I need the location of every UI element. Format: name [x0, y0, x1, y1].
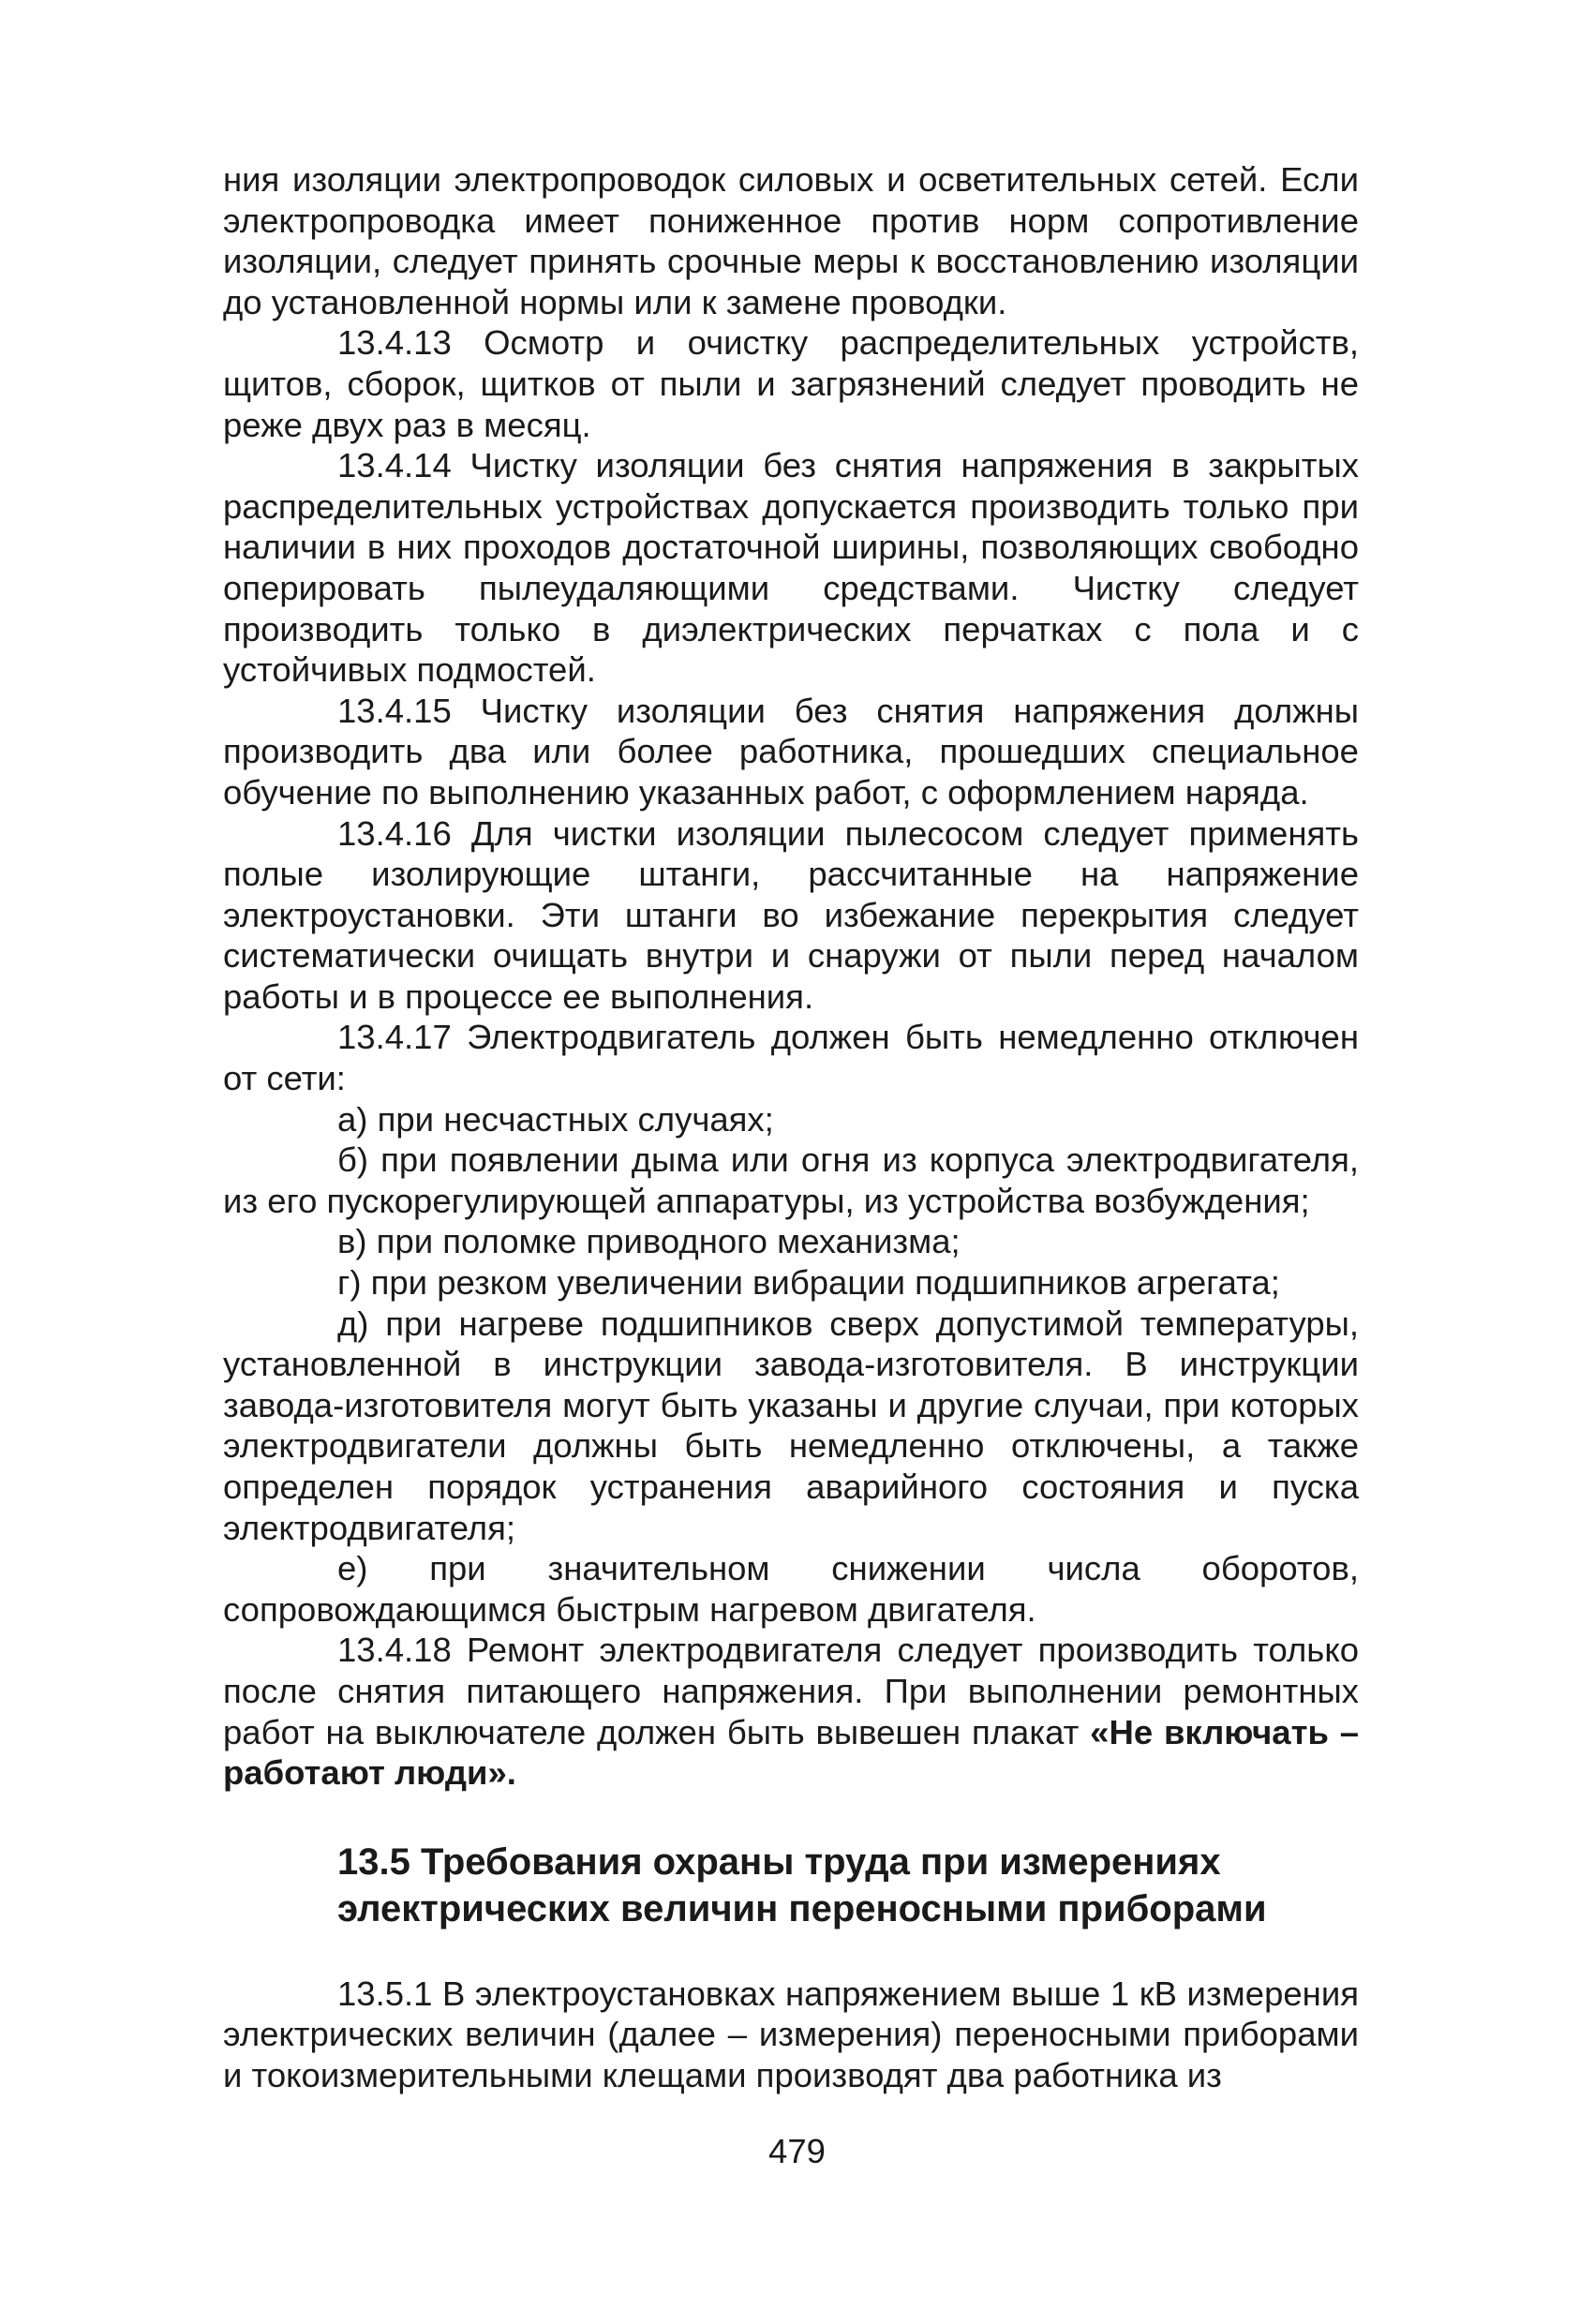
paragraph-13-4-13: 13.4.13 Осмотр и очистку распределительных устройств, щитов, сборок, щитков от пыли и загрязнений следует проводить не реже двух раз в месяц. [223, 323, 1359, 444]
list-item-e: е) при значительном снижении числа оборотов, сопровождающимся быстрым нагревом двигателя. [223, 1549, 1359, 1629]
list-item-b: б) при появлении дыма или огня из корпуса электродвигателя, из его пускорегулирующей аппаратуры, из устройства возбуждения; [223, 1140, 1359, 1220]
paragraph-13-4-14: 13.4.14 Чистку изоляции без снятия напряжения в закрытых распределительных устройствах допускается производить только при наличии в них проходов достаточной ширины, позволяющих свободно оперировать пылеудаляющими средствами. Чистку следует производить только в диэлектрических перчатках с пола и с устойчивых подмостей. [223, 446, 1359, 690]
paragraph-13-4-18-text: 13.4.18 Ремонт электродвигателя следует производить только после снятия питающего напряжения. При выполнении ремонтных работ на выключателе должен быть вывешен плакат [223, 1631, 1359, 1751]
list-item-d: д) при нагреве подшипников сверх допустимой температуры, установленной в инструкции завода-изготовителя. В инструкции завода-изготовителя могут быть указаны и другие случаи, при которых электродвигатели должны быть немедленно отключены, а также определен порядок устранения аварийного состояния и пуска электродвигателя; [223, 1304, 1359, 1547]
list-item-a: а) при несчастных случаях; [337, 1099, 774, 1139]
poster-text: «Не включать – работают люди». [223, 1712, 1360, 1793]
list-item-v: в) при поломке приводного механизма; [337, 1222, 961, 1261]
paragraph-13-5-1: 13.5.1 В электроустановках напряжением выше 1 кВ измерения электрических величин (далее – измерения) переносными приборами и токоизмерительными клещами производят два работника из [223, 1974, 1359, 2094]
paragraph-continuation: ния изоляции электропроводок силовых и осветительных сетей. Если электропроводка имеет пониженное против норм сопротивление изоляции, следует принять срочные меры к восстановлению изоляции до установленной нормы или к замене проводки. [223, 160, 1359, 321]
page-body [223, 159, 1359, 2096]
section-heading-line-1: 13.5 Требования охраны труда при измерениях [337, 1840, 1221, 1883]
section-heading-13-5 [223, 1839, 1359, 1932]
list-item-g: г) при резком увеличении вибрации подшипников агрегата; [337, 1263, 1280, 1303]
section-heading-line-2: электрических величин переносными приборами [337, 1887, 1267, 1929]
page-number: 479 [768, 2132, 826, 2170]
paragraph-13-4-18 [223, 1630, 1359, 1793]
paragraph-13-4-17: 13.4.17 Электродвигатель должен быть немедленно отключен от сети: [223, 1018, 1359, 1098]
paragraph-13-4-16: 13.4.16 Для чистки изоляции пылесосом следует применять полые изолирующие штанги, рассчитанные на напряжение электроустановки. Эти штанги во избежание перекрытия следует систематически очищать внутри и снаружи от пыли перед началом работы и в процессе ее выполнения. [223, 813, 1359, 1016]
paragraph-13-4-15: 13.4.15 Чистку изоляции без снятия напряжения должны производить два или более работника, прошедших специальное обучение по выполнению указанных работ, с оформлением наряда. [223, 691, 1359, 812]
